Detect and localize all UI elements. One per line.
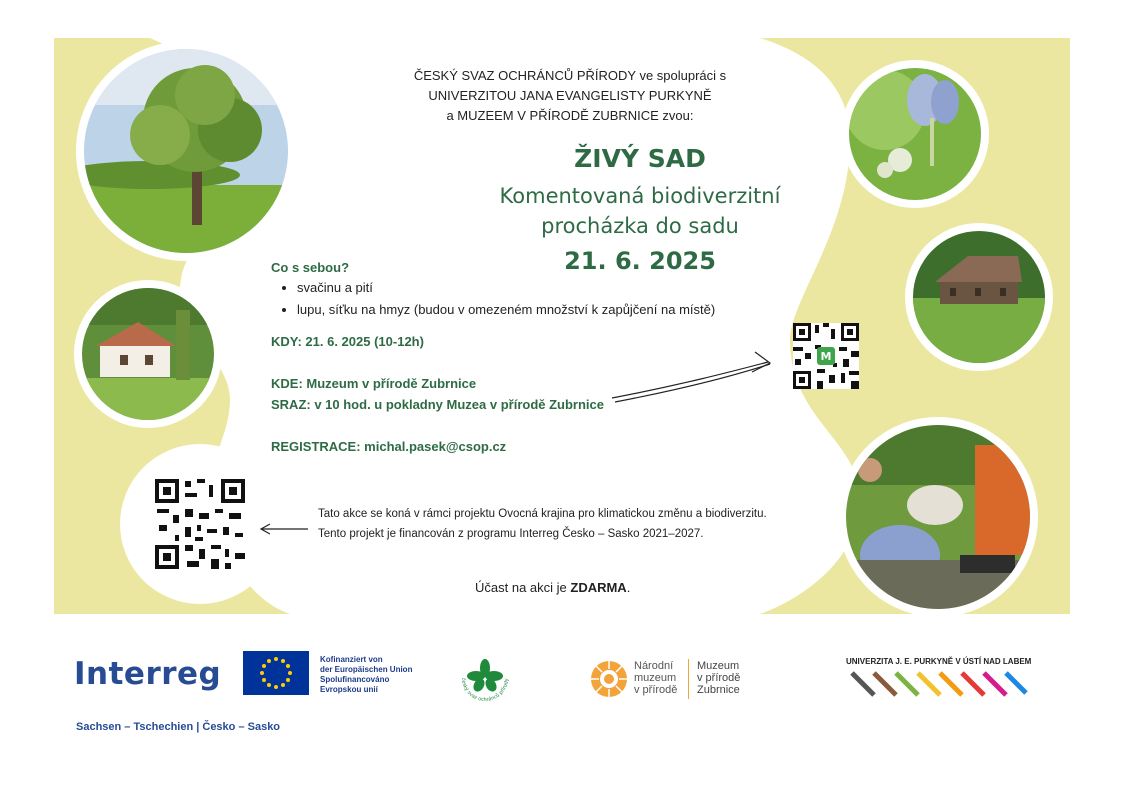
interreg-subtitle: Sachsen – Tschechien | Česko – Sasko — [76, 721, 281, 733]
event-subtitle: procházka do sadu — [541, 214, 739, 238]
list-item: • svačinu a pití — [297, 277, 715, 299]
bring-list — [279, 277, 715, 321]
csop-ring-text: český svaz ochránců přírody — [459, 677, 511, 704]
intro-line: ČESKÝ SVAZ OCHRÁNCŮ PŘÍRODY ve spolupráci s — [413, 68, 727, 83]
eu-line: der Europäischen Union — [320, 665, 413, 674]
intro-line: UNIVERZITOU JANA EVANGELISTY PURKYNĚ — [428, 88, 712, 103]
csop-leaf-icon — [467, 659, 503, 694]
sun-icon — [589, 659, 629, 699]
eu-cofinance-text — [320, 655, 412, 695]
mvpz-line: Muzeum — [697, 660, 740, 672]
free-bold: ZDARMA — [570, 580, 627, 595]
eu-flag-icon — [243, 651, 309, 695]
mvpz-text — [697, 660, 740, 696]
qr-code-project[interactable] — [155, 479, 245, 569]
project-line: Tento projekt je financován z programu Interreg Česko – Sasko 2021–2027. — [318, 528, 704, 540]
nmvp-line: v přírodě — [634, 684, 678, 696]
qr-code — [155, 479, 245, 569]
intro-text — [330, 66, 810, 126]
free-suffix: . — [626, 580, 631, 595]
svg-text:český svaz ochránců přírody — [460, 678, 510, 703]
event-date: 21. 6. 2025 — [564, 247, 716, 275]
logo-divider — [688, 659, 689, 699]
qr-code-event[interactable] — [793, 323, 859, 389]
project-line: Tato akce se koná v rámci projektu Ovocná krajina pro klimatickou změnu a biodiverzitu. — [318, 508, 767, 520]
list-item: • lupu, síťku na hmyz (budou v omezeném množství k zapůjčení na místě) — [297, 299, 715, 321]
event-when: KDY: 21. 6. 2025 (10-12h) — [271, 334, 424, 349]
qr-code — [793, 323, 859, 389]
nmvp-line: Národní — [634, 660, 674, 672]
intro-line: a MUZEEM V PŘÍRODĚ ZUBRNICE zvou: — [446, 108, 694, 123]
event-title-block — [470, 143, 810, 277]
svg-text:M: M — [820, 350, 832, 363]
csop-logo — [452, 652, 518, 704]
bring-heading: Co s sebou? — [271, 260, 350, 275]
interreg-wordmark: Interreg — [74, 656, 222, 692]
project-info — [318, 504, 767, 544]
mvpz-line: Zubrnice — [697, 684, 740, 696]
ujep-name: UNIVERZITA J. E. PURKYNĚ V ÚSTÍ NAD LABEM — [846, 657, 1032, 666]
event-meeting: SRAZ: v 10 hod. u pokladny Muzea v přírodě Zubrnice — [271, 397, 604, 412]
ujep-stripes — [850, 671, 1030, 697]
eu-line: Evropskou unií — [320, 685, 378, 694]
nmvp-text — [634, 660, 677, 696]
event-where: KDE: Muzeum v přírodě Zubrnice — [271, 376, 477, 391]
event-subtitle: Komentovaná biodiverzitní — [499, 184, 781, 208]
event-title: ŽIVÝ SAD — [574, 144, 706, 173]
eu-line: Spolufinancováno — [320, 675, 390, 684]
free-prefix: Účast na akci je — [475, 580, 571, 595]
mvpz-line: v přírodě — [697, 672, 741, 684]
free-entry — [475, 580, 630, 595]
interreg-logo — [74, 656, 221, 692]
nmvp-line: muzeum — [634, 672, 677, 684]
event-registration[interactable]: REGISTRACE: michal.pasek@csop.cz — [271, 439, 507, 454]
eu-line: Kofinanziert von — [320, 655, 383, 664]
